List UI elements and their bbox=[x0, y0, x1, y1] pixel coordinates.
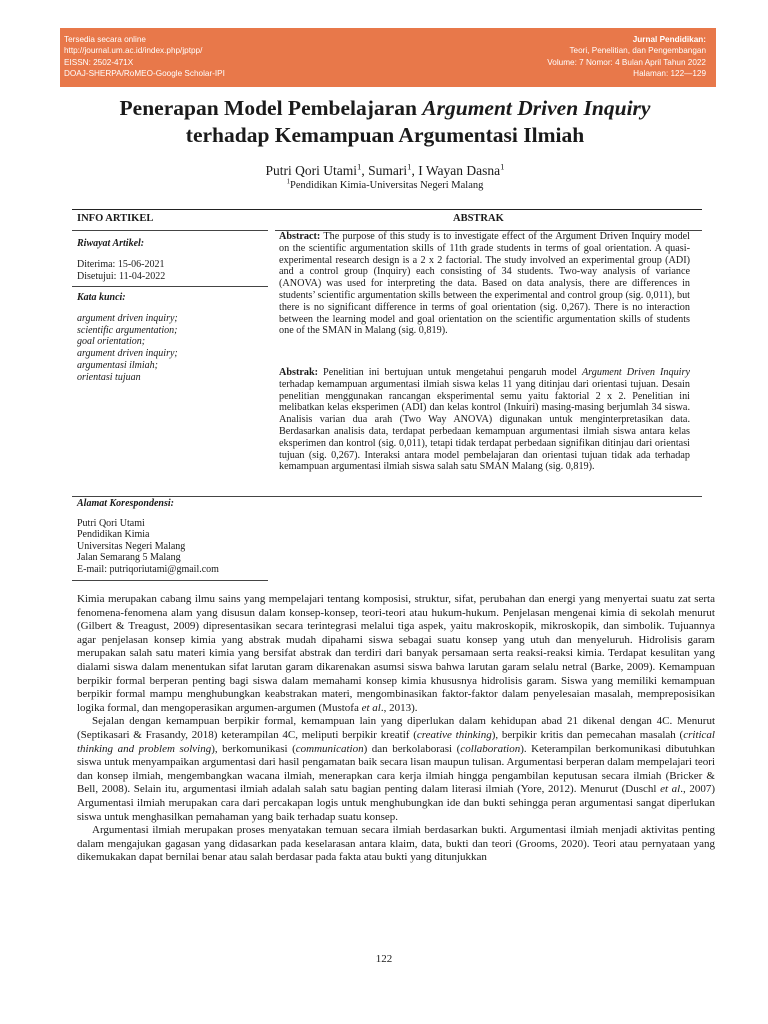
author-name: , I Wayan Dasna bbox=[411, 163, 501, 178]
accepted-date: Disetujui: 11-04-2022 bbox=[77, 270, 166, 282]
info-header-rule bbox=[72, 230, 268, 231]
abstract-id-italic: Argument Driven Inquiry bbox=[581, 367, 690, 378]
paragraph-text: ., 2007) Argumentasi ilmiah merupakan cara dari percakapan logis untuk menghubungkan ide dan bukti sehingga peran argumentasi sangat diperlukan siswa untuk menghasilkan pemahaman yang baik terhadap suatu konsep. bbox=[77, 783, 715, 823]
info-bottom-rule bbox=[72, 580, 268, 581]
paragraph-italic: et al bbox=[660, 783, 681, 796]
title-part: Penerapan Model Pembelajaran bbox=[119, 96, 423, 120]
paragraph bbox=[77, 715, 715, 824]
paragraph-text: ). Keterampilan berkomunikasi dibutuhkan siswa untuk menyampaikan argumentasi dari hasil pengamatan baik secara lisan maupun tulisan. Argumentasi berperan dalam mempelajari teori dan konsep ilmiah, mengembangkan wacana ilmiah, menerapkan cara kerja ilmiah hingga pengambilan keputusan secara ilmiah (Bricker & Bell, 2008). Selain itu, argumentasi ilmiah adalah salah satu bagian penting dalam literasi ilmiah (Yore, 2012). Menurut (Duschl bbox=[77, 742, 715, 796]
info-artikel-heading: INFO ARTIKEL bbox=[77, 213, 154, 224]
header-right-line: Teori, Penelitian, dan Pengembangan bbox=[569, 46, 706, 56]
body-text bbox=[77, 593, 715, 865]
header-left-line: Tersedia secara online bbox=[64, 35, 146, 44]
abstract-id-text: Penelitian ini bertujuan untuk mengetahui pengaruh model bbox=[318, 367, 582, 378]
paragraph-text: ), berpikir kritis dan pemecahan masalah ( bbox=[491, 728, 684, 741]
info-divider bbox=[72, 286, 268, 287]
paragraph bbox=[77, 593, 715, 715]
paragraph-italic: et al bbox=[361, 701, 381, 714]
availability-info bbox=[64, 34, 225, 79]
header-left-line: DOAJ-SHERPA/RoMEO-Google Scholar-IPI bbox=[64, 68, 225, 78]
abstract-indonesian bbox=[279, 367, 690, 473]
affiliation bbox=[40, 180, 730, 191]
correspondence-line: Putri Qori Utami bbox=[77, 517, 145, 529]
paragraph-italic: critical thinking and problem solving bbox=[77, 728, 715, 755]
correspondence-line: Jalan Semarang 5 Malang bbox=[77, 552, 181, 564]
keyword: argumentasi ilmiah; bbox=[77, 359, 159, 371]
abstract-en-label: Abstract: bbox=[279, 231, 321, 242]
journal-info bbox=[547, 34, 706, 79]
table-top-rule bbox=[72, 209, 702, 210]
author-affil-mark: 1 bbox=[500, 161, 505, 172]
header-right-line: Volume: 7 Nomor: 4 Bulan April Tahun 2022 bbox=[547, 57, 706, 67]
correspondence-line: Universitas Negeri Malang bbox=[77, 540, 186, 552]
author-affil-mark: 1 bbox=[356, 161, 362, 172]
received-date: Diterima: 15-06-2021 bbox=[77, 258, 165, 270]
author-list bbox=[40, 163, 730, 179]
abstrak-heading: ABSTRAK bbox=[453, 213, 504, 224]
page-number: 122 bbox=[375, 953, 393, 965]
paragraph-text: Sejalan dengan kemampuan berpikir formal, kemampuan lain yang diperlukan dalam kehidupan abad 21 dikenal dengan 4C. Menurut (Septikasari & Frasandy, 2018) keterampilan 4C, meliputi berpikir kreatif ( bbox=[77, 715, 715, 741]
paragraph-italic: creative thinking bbox=[416, 728, 492, 741]
article-history bbox=[77, 238, 267, 282]
keyword: argument driven inquiry; bbox=[77, 312, 178, 324]
title-line-2: terhadap Kemampuan Argumentasi Ilmiah bbox=[185, 123, 585, 147]
keyword: argument driven inquiry; bbox=[77, 348, 178, 360]
keywords-block bbox=[77, 292, 267, 384]
paragraph-italic: collaboration bbox=[460, 742, 521, 755]
header-right-line: Halaman: 122—129 bbox=[633, 68, 706, 78]
history-label: Riwayat Artikel: bbox=[77, 238, 145, 249]
correspondence-label: Alamat Korespondensi: bbox=[77, 498, 174, 509]
header-left-line: EISSN: 2502-471X bbox=[64, 57, 134, 67]
abstract-english bbox=[279, 231, 690, 337]
table-mid-rule bbox=[72, 496, 702, 497]
correspondence-line: Pendidikan Kimia bbox=[77, 529, 150, 541]
keyword: orientasi tujuan bbox=[77, 371, 141, 383]
paragraph-italic: communication bbox=[295, 742, 364, 755]
keyword: scientific argumentation; bbox=[77, 324, 178, 336]
affil-mark: 1 bbox=[286, 178, 291, 186]
correspondence-block bbox=[77, 498, 277, 576]
paragraph-text: Argumentasi ilmiah merupakan proses menyatakan temuan secara ilmiah berdasarkan bukti. Argumentasi ilmiah menjadi aktivitas penting dalam mengajukan gagasan yang didasarkan pada keselarasan antara klaim, data, bukti dan teori (Grooms, 2020). Teori atau pernyataan yang dikemukakan dapat bernilai benar atau salah berdasar pada fakta atau bukti yang ditunjukkan bbox=[77, 824, 715, 864]
keyword: goal orientation; bbox=[77, 336, 146, 348]
author-affil-mark: 1 bbox=[407, 161, 412, 172]
author-name: Putri Qori Utami bbox=[265, 163, 357, 178]
abstract-en-text: The purpose of this study is to investigate effect of the Argument Driven Inquiry model on the scientific argumentation skills of 11th grade students in terms of goal orientation. A quasi-experimental research design is a 2 x 2 factorial. The study involved an experimental group (ADI) and a control group (Inquiry) each consisting of 34 students. Two-way analysis of variance (ANOVA) was used for interpreting the data. Based on data analysis, there are differences in students’ scientific argumentation skills between the experimental and control group (sig. 0,011), but there is no significant difference in terms of goal orientation (sig. 0,267). There is no interaction between the learning model and goal orientation on the scientific argumentation skills of students one of the SMAN in Malang (sig. 0,819). bbox=[279, 231, 690, 337]
paragraph-text: ., 2013). bbox=[380, 701, 418, 714]
paper-title bbox=[40, 95, 730, 149]
paragraph-text: ) dan berkolaborasi ( bbox=[363, 742, 461, 755]
correspondence-email[interactable]: E-mail: putriqoriutami@gmail.com bbox=[77, 563, 219, 575]
affil-text: Pendidikan Kimia-Universitas Negeri Malang bbox=[290, 180, 484, 191]
abstract-id-label: Abstrak: bbox=[279, 367, 319, 378]
keywords-label: Kata kunci: bbox=[77, 292, 126, 303]
journal-url[interactable]: http://journal.um.ac.id/index.php/jptpp/ bbox=[64, 46, 203, 56]
journal-header-band bbox=[60, 28, 716, 87]
title-italic-part: Argument Driven Inquiry bbox=[422, 96, 651, 120]
author-name: , Sumari bbox=[361, 163, 408, 178]
paragraph-text: Kimia merupakan cabang ilmu sains yang mempelajari tentang komposisi, struktur, sifat, perubahan dan energi yang menyertai suatu zat serta fenomena-fenomena alam yang disusun dalam konsep-konsep, teori-teori atau hukum-hukum. Penjelasan mengenai kimia di sekolah menurut (Gilbert & Treagust, 2009) dipresentasikan secara terintegrasi melalui tiga aspek, yaitu makroskopik, mikroskopik, dan simbolik. Tujuannya agar penjelasan konsep kimia yang abstrak mudah dipahami siswa sebagai suatu konsep yang utuh dan menyeluruh. Hidrolisis garam merupakan salah satu materi kimia yang bersifat abstrak dan terdiri dari banyak persamaan serta reaksi-reaksi kimia. Terdapat kesulitan yang dialami siswa dalam menentukan sifat larutan garam dikarenakan asumsi siswa bahwa larutan garam selalu netral (Barke, 2009). Kemampuan berpikir formal berperan penting bagi siswa dalam memahami konsep kimia khususnya hidrolisis garam. Siswa yang memiliki kemampuan berpikir formal mampu menghubungkan keabstrakan materi, mengombinasikan faktor-faktor dalam penyelesaian masalah, mempreposisikan logika formal, dan mengoperasikan argumen-argumen (Mustofa bbox=[77, 593, 715, 714]
paragraph-text: ), berkomunikasi ( bbox=[211, 742, 296, 755]
journal-name: Jurnal Pendidikan: bbox=[632, 35, 706, 44]
abstract-id-text: terhadap kemampuan argumentasi ilmiah siswa kelas 11 yang ditinjau dari orientasi tujuan. Desain penelitian menggunakan rancangan eksperimental semu yaitu faktorial 2 x 2. Penelitian ini melibatkan kelas eksperimen (ADI) dan kelas kontrol (Inkuiri) masing-masing berjumlah 34 siswa. Analisis varian dua arah (Two Way ANOVA) digunakan untuk menginterpretasikan data. Berdasarkan analisis data, terdapat perbedaan kemampuan argumentasi ilmiah siswa antara kelas eksperimen dan kontrol (sig. 0,011), tetapi tidak terdapat perbedaan signifikan ditinjau dari orientasi tujuan (sig. 0,267). Interaksi antara model pembelajaran dan orientasi tujuan tidak ada terhadap kemampuan argumentasi ilmiah siswa salah satu SMAN Malang (sig. 0,819). bbox=[279, 378, 690, 473]
paragraph bbox=[77, 824, 715, 865]
